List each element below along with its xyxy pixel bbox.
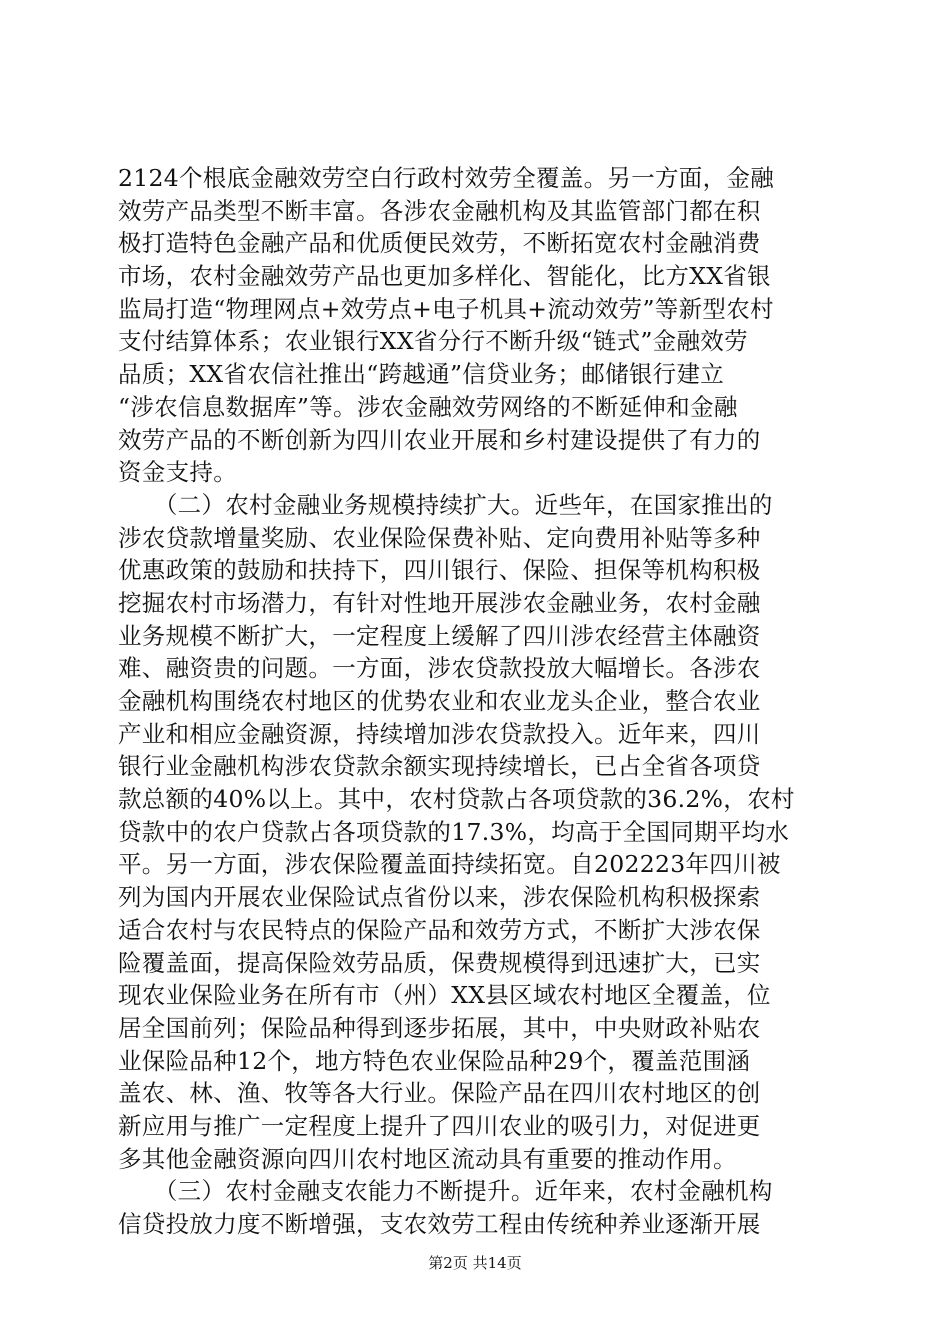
text-line: 支付结算体系；农业银行XX省分行不断升级“链式”金融效劳 (118, 327, 748, 356)
text-line: 产业和相应金融资源，持续增加涉农贷款投入。近年来，四川 (118, 719, 761, 748)
text-line: 盖农、林、渔、牧等各大行业。保险产品在四川农村地区的创 (118, 1079, 761, 1108)
text-line: 难、融资贵的问题。一方面，涉农贷款投放大幅增长。各涉农 (118, 654, 761, 683)
text-line: “涉农信息数据库”等。涉农金融效劳网络的不断延伸和金融 (118, 392, 738, 421)
text-line: 监局打造“物理网点+效劳点+电子机具+流动效劳”等新型农村 (118, 294, 774, 323)
text-line: 挖掘农村市场潜力，有针对性地开展涉农金融业务，农村金融 (118, 588, 761, 617)
text-line: 极打造特色金融产品和优质便民效劳，不断拓宽农村金融消费 (118, 229, 761, 258)
text-line: 贷款中的农户贷款占各项贷款的17.3%，均高于全国同期平均水 (118, 817, 790, 846)
text-line: 优惠政策的鼓励和扶持下，四川银行、保险、担保等机构积极 (118, 556, 761, 585)
text-line: 信贷投放力度不断增强，支农效劳工程由传统种养业逐渐开展 (118, 1210, 761, 1238)
text-line: 业保险品种12个，地方特色农业保险品种29个，覆盖范围涵 (118, 1046, 751, 1075)
text-line: 平。另一方面，涉农保险覆盖面持续拓宽。自202223年四川被 (118, 850, 781, 879)
text-line: 金融机构围绕农村地区的优势农业和农业龙头企业，整合农业 (118, 687, 761, 715)
text-line: 多其他金融资源向四川农村地区流动具有重要的推动作用。 (118, 1144, 737, 1173)
page-footer (0, 1253, 950, 1273)
text-line: 居全国前列；保险品种得到逐步拓展，其中，中央财政补贴农 (118, 1013, 761, 1042)
text-line: 业务规模不断扩大，一定程度上缓解了四川涉农经营主体融资 (118, 621, 761, 650)
page-number-label: 第2页 共14页 (428, 1254, 522, 1272)
text-line: 市场，农村金融效劳产品也更加多样化、智能化，比方XX省银 (118, 262, 771, 291)
text-line: 险覆盖面，提高保险效劳品质，保费规模得到迅速扩大，已实 (118, 948, 761, 977)
text-line: 2124个根底金融效劳空白行政村效劳全覆盖。另一方面，金融 (118, 164, 775, 192)
text-line: 现农业保险业务在所有市（州）XX县区域农村地区全覆盖，位 (118, 981, 771, 1010)
text-line: 适合农村与农民特点的保险产品和效劳方式，不断扩大涉农保 (118, 915, 761, 944)
text-line: 品质；XX省农信社推出“跨越通”信贷业务；邮储银行建立 (118, 360, 725, 389)
text-line: 效劳产品的不断创新为四川农业开展和乡村建设提供了有力的 (118, 425, 761, 454)
text-line: 涉农贷款增量奖励、农业保险保费补贴、定向费用补贴等多种 (118, 523, 761, 552)
text-line: 资金支持。 (118, 458, 237, 487)
text-line: 效劳产品类型不断丰富。各涉农金融机构及其监管部门都在积 (118, 196, 761, 225)
text-line: 新应用与推广一定程度上提升了四川农业的吸引力，对促进更 (118, 1111, 761, 1140)
text-line: （二）农村金融业务规模持续扩大。近些年，在国家推出的 (118, 490, 773, 519)
text-line: （三）农村金融支农能力不断提升。近年来，农村金融机构 (118, 1177, 773, 1206)
text-line: 列为国内开展农业保险试点省份以来，涉农保险机构积极探索 (118, 883, 761, 912)
body-text (118, 162, 834, 1241)
text-line: 银行业金融机构涉农贷款余额实现持续增长，已占全省各项贷 (118, 752, 761, 781)
text-line: 款总额的40%以上。其中，农村贷款占各项贷款的36.2%，农村 (118, 785, 795, 814)
